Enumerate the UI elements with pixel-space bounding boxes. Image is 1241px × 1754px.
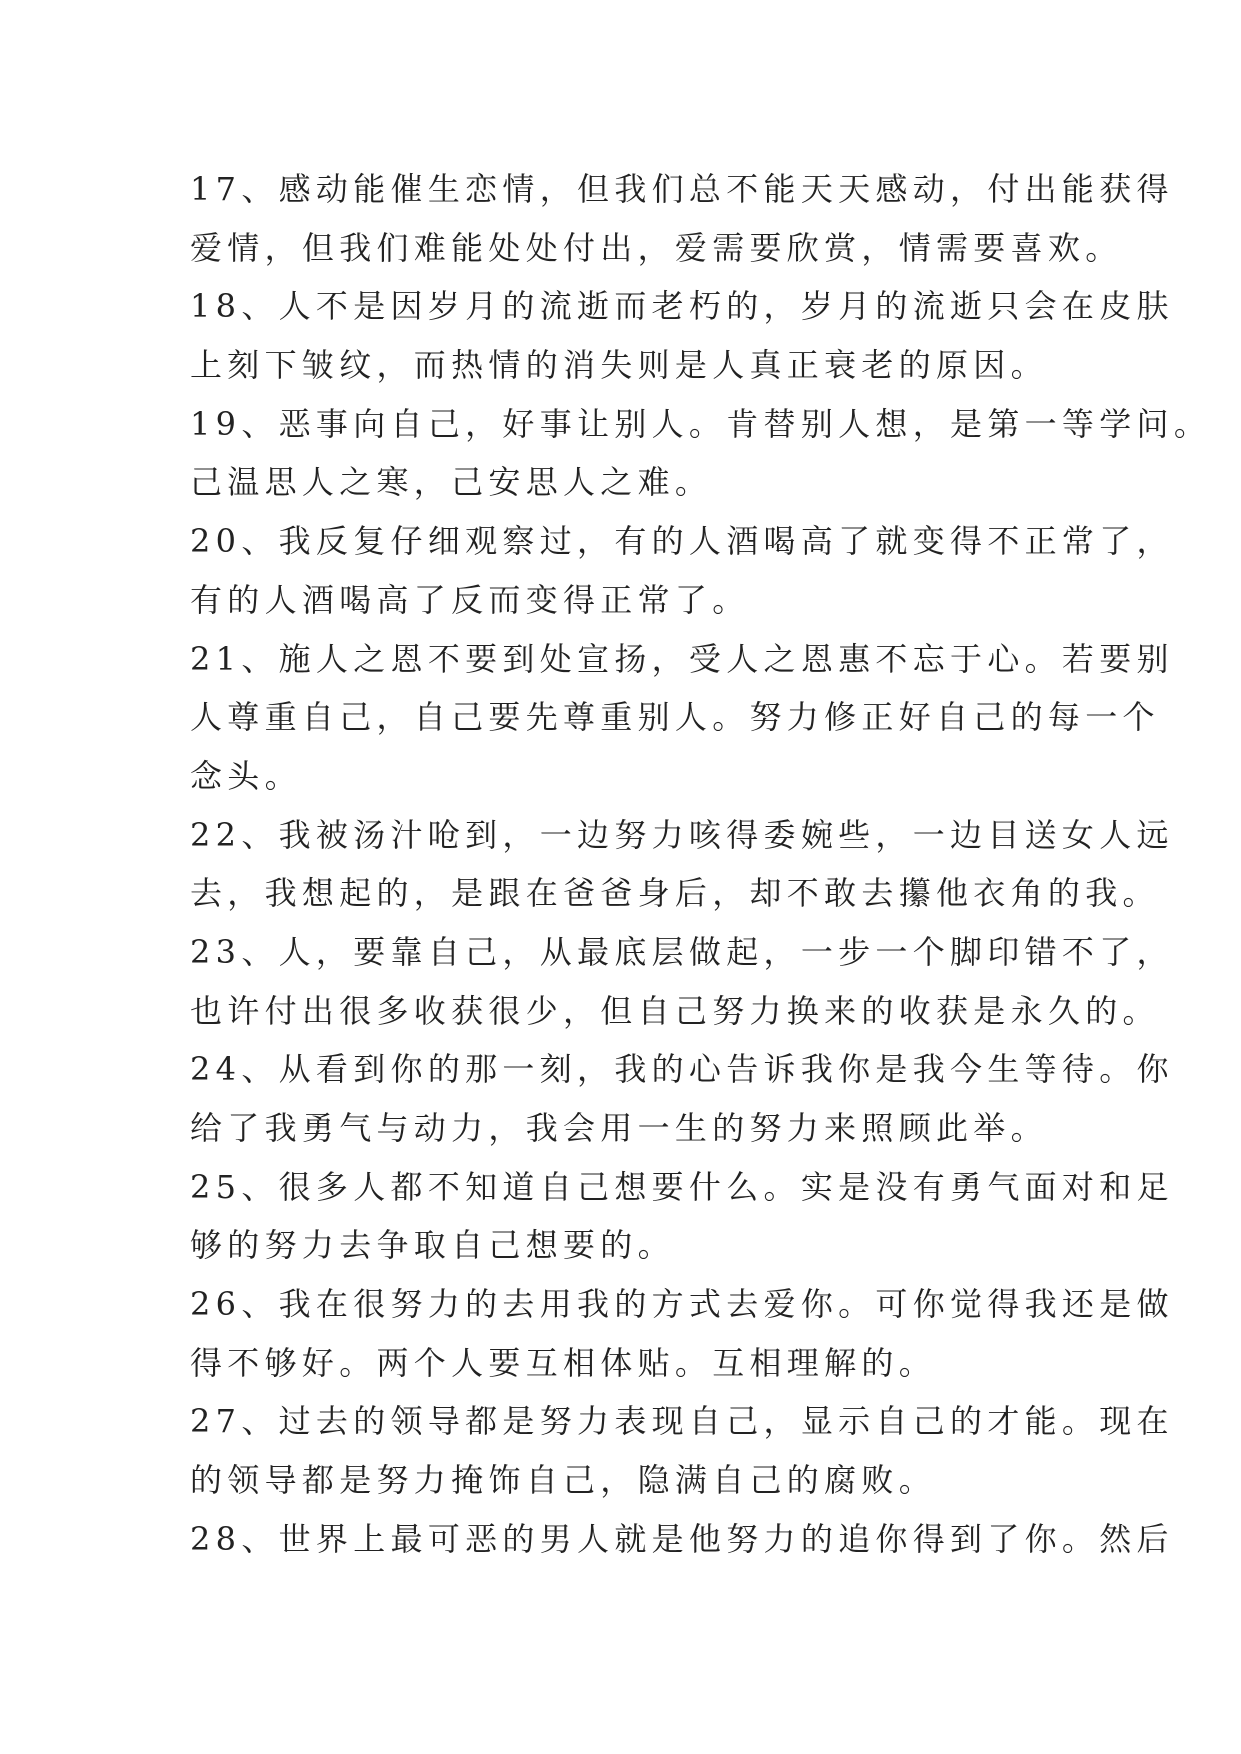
text-line: 28、世界上最可恶的男人就是他努力的追你得到了你。然后 xyxy=(190,1519,1174,1558)
text-line: 够的努力去争取自己想要的。 xyxy=(190,1226,675,1265)
text-line: 有的人酒喝高了反而变得正常了。 xyxy=(190,580,750,619)
text-line: 19、恶事向自己，好事让别人。肯替别人想，是第一等学问。 xyxy=(190,404,1212,443)
text-line: 18、人不是因岁月的流逝而老朽的，岁月的流逝只会在皮肤 xyxy=(190,287,1174,326)
text-line: 20、我反复仔细观察过，有的人酒喝高了就变得不正常了， xyxy=(190,522,1174,561)
text-line: 22、我被汤汁呛到，一边努力咳得委婉些，一边目送女人远 xyxy=(190,815,1174,854)
text-line: 上刻下皱纹，而热情的消失则是人真正衰老的原因。 xyxy=(190,346,1048,385)
text-line: 给了我勇气与动力，我会用一生的努力来照顾此举。 xyxy=(190,1109,1048,1147)
text-line: 得不够好。两个人要互相体贴。互相理解的。 xyxy=(190,1343,937,1382)
text-line: 26、我在很努力的去用我的方式去爱你。可你觉得我还是做 xyxy=(190,1285,1174,1324)
text-line: 25、很多人都不知道自己想要什么。实是没有勇气面对和足 xyxy=(190,1167,1174,1206)
text-line: 己温思人之寒，己安思人之难。 xyxy=(190,463,713,502)
text-line: 24、从看到你的那一刻，我的心告诉我你是我今生等待。你 xyxy=(190,1050,1174,1089)
text-line: 23、人，要靠自己，从最底层做起，一步一个脚印错不了， xyxy=(190,932,1174,971)
text-line: 爱情，但我们难能处处付出，爱需要欣赏，情需要喜欢。 xyxy=(190,228,1123,267)
text-line: 17、感动能催生恋情，但我们总不能天天感动，付出能获得 xyxy=(190,170,1174,208)
text-line: 27、过去的领导都是努力表现自己，显示自己的才能。现在 xyxy=(190,1402,1174,1441)
text-line: 念头。 xyxy=(190,756,302,795)
text-line: 21、施人之恩不要到处宣扬，受人之恩惠不忘于心。若要别 xyxy=(190,639,1174,678)
text-line: 的领导都是努力掩饰自己，隐满自己的腐败。 xyxy=(190,1461,937,1500)
text-line: 也许付出很多收获很少，但自己努力换来的收获是永久的。 xyxy=(190,991,1160,1030)
text-line: 去，我想起的，是跟在爸爸身后，却不敢去攥他衣角的我。 xyxy=(190,874,1160,913)
document-body xyxy=(190,160,1212,1569)
text-line: 人尊重自己，自己要先尊重别人。努力修正好自己的每一个 xyxy=(190,698,1160,737)
